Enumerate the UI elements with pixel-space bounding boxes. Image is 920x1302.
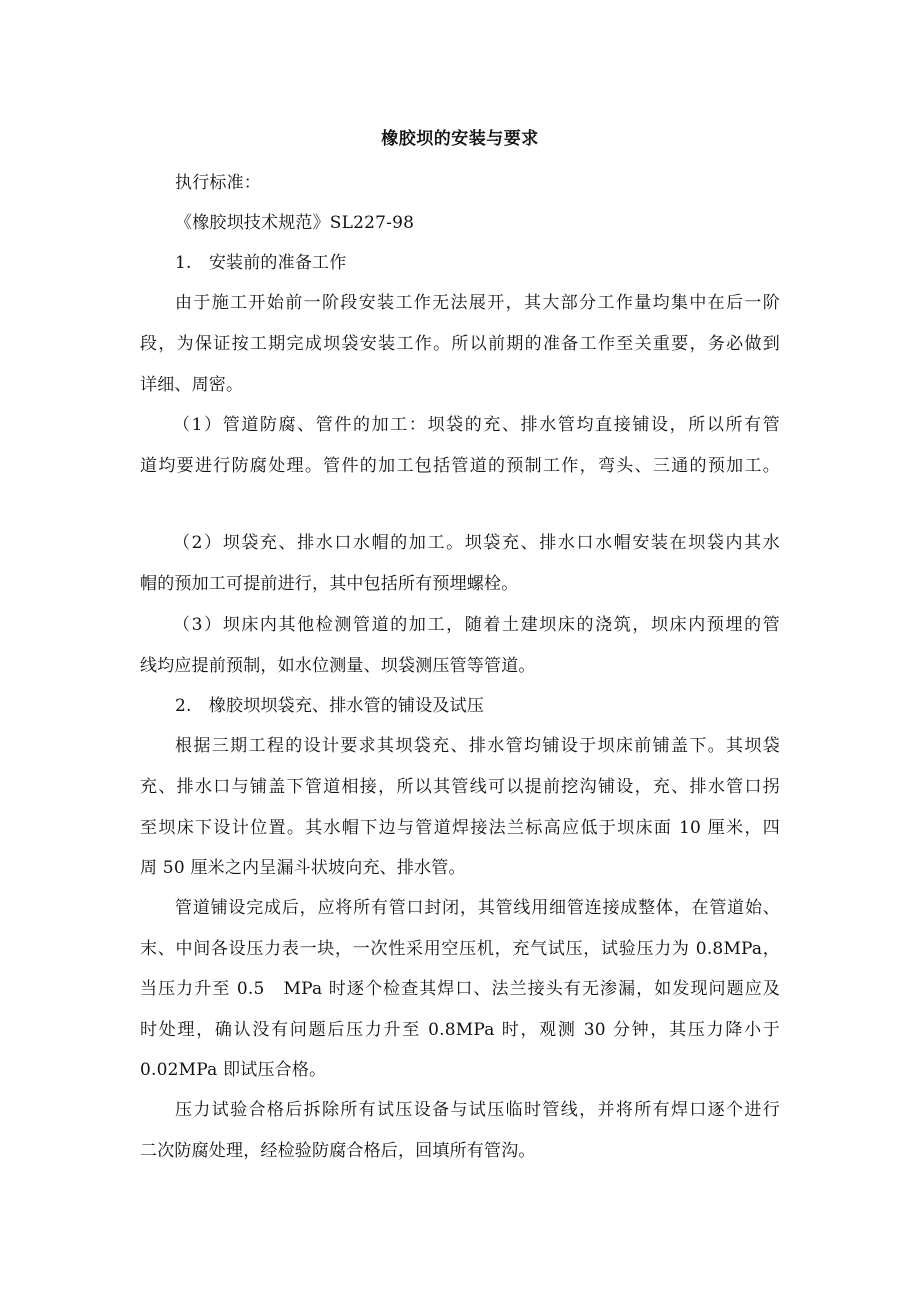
text-line: 道均要进行防腐处理。管件的加工包括管道的预制工作，弯头、三通的预加工。 <box>140 456 780 476</box>
text-line: 执行标准： <box>175 173 261 193</box>
text-line: 帽的预加工可提前进行，其中包括所有预埋螺栓。 <box>140 574 519 594</box>
document-title: 橡胶坝的安装与要求 <box>381 129 539 149</box>
text-line: 0.02MPa 即试压合格。 <box>140 1060 327 1080</box>
text-line: 二次防腐处理，经检验防腐合格后，回填所有管沟。 <box>140 1141 536 1161</box>
section-heading: 1. 安装前的准备工作 <box>175 253 347 273</box>
text-line: 时处理，确认没有问题后压力升至 0.8MPa 时，观测 30 分钟，其压力降小于 <box>140 1020 780 1040</box>
text-line: 至坝床下设计位置。其水帽下边与管道焊接法兰标高应低于坝床面 10 厘米，四 <box>140 818 780 838</box>
text-line: 《橡胶坝技术规范》SL227-98 <box>175 213 415 233</box>
text-line: （3）坝床内其他检测管道的加工，随着土建坝床的浇筑，坝床内预埋的管 <box>173 615 780 635</box>
text-line: 根据三期工程的设计要求其坝袋充、排水管均铺设于坝床前铺盖下。其坝袋 <box>175 736 780 756</box>
text-line: 管道铺设完成后，应将所有管口封闭，其管线用细管连接成整体，在管道始、 <box>175 898 780 918</box>
text-line: （2）坝袋充、排水口水帽的加工。坝袋充、排水口水帽安装在坝袋内其水 <box>173 533 780 553</box>
text-line: （1）管道防腐、管件的加工：坝袋的充、排水管均直接铺设，所以所有管 <box>173 415 780 435</box>
text-line: 充、排水口与铺盖下管道相接，所以其管线可以提前挖沟铺设，充、排水管口拐 <box>140 777 780 797</box>
text-line: 压力试验合格后拆除所有试压设备与试压临时管线，并将所有焊口逐个进行 <box>175 1100 780 1120</box>
text-line: 段，为保证按工期完成坝袋安装工作。所以前期的准备工作至关重要，务必做到 <box>140 334 780 354</box>
text-line: 由于施工开始前一阶段安装工作无法展开，其大部分工作量均集中在后一阶 <box>175 293 780 313</box>
section-heading: 2. 橡胶坝坝袋充、排水管的铺设及试压 <box>175 696 485 716</box>
text-line: 末、中间各设压力表一块，一次性采用空压机，充气试压，试验压力为 0.8MPa， <box>140 939 780 959</box>
text-line: 详细、周密。 <box>140 375 244 395</box>
text-line: 当压力升至 0.5 MPa 时逐个检查其焊口、法兰接头有无渗漏，如发现问题应及 <box>140 979 780 999</box>
text-line: 周 50 厘米之内呈漏斗状坡向充、排水管。 <box>140 858 466 878</box>
text-line: 线均应提前预制，如水位测量、坝袋测压管等管道。 <box>140 656 536 676</box>
